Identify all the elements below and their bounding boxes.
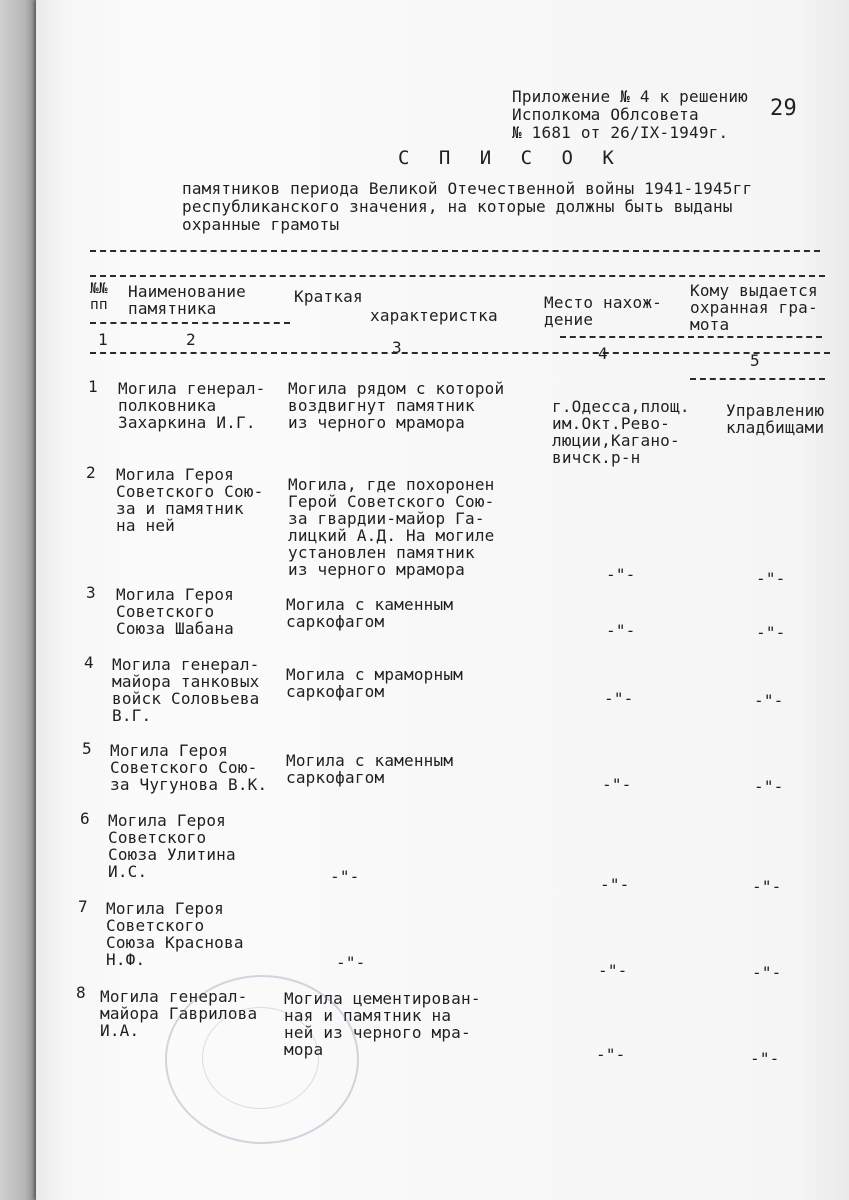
row-8-number: 8 bbox=[76, 983, 86, 1002]
subtitle-line-3: охранные грамоты bbox=[182, 215, 340, 234]
col-header-name: Наименование памятника bbox=[128, 282, 246, 318]
row-2-number: 2 bbox=[86, 463, 96, 482]
row-1-name: Могила генерал- полковника Захаркина И.Г. bbox=[118, 379, 266, 432]
row-2-issuer: -"- bbox=[756, 569, 786, 588]
col-number-5: 5 bbox=[750, 351, 760, 370]
table-subheader-rule-left bbox=[90, 322, 290, 324]
page-edge-shadow bbox=[0, 0, 36, 1200]
row-5-name: Могила Героя Советского Сою- за Чугунова В.К. bbox=[110, 741, 268, 794]
faint-seal-stamp bbox=[165, 975, 359, 1144]
col-header-desc-line-2: характеристка bbox=[370, 306, 498, 325]
col-number-3: 3 bbox=[392, 338, 402, 357]
row-1-issuer: Управлению кладбищами bbox=[726, 401, 825, 437]
row-1-desc: Могила рядом с которой воздвигнут памятник из черного мрамора bbox=[288, 379, 505, 432]
row-5-place: -"- bbox=[602, 775, 632, 794]
row-3-issuer: -"- bbox=[756, 623, 786, 642]
row-4-name: Могила генерал- майора танковых войск Соловьева В.Г. bbox=[112, 655, 260, 725]
row-6-place: -"- bbox=[600, 875, 630, 894]
table-numbers-rule bbox=[90, 352, 830, 354]
row-2-desc: Могила, где похоронен Герой Советского Сою- за гвардии-майор Га- лицкий А.Д. На могиле установлен памятник из черного мрамора bbox=[288, 475, 495, 579]
row-2-place: -"- bbox=[606, 565, 636, 584]
row-6-issuer: -"- bbox=[752, 877, 782, 896]
row-4-issuer: -"- bbox=[754, 691, 784, 710]
appendix-line-2: Исполкома Облсовета bbox=[512, 105, 699, 124]
row-7-number: 7 bbox=[78, 897, 88, 916]
row-8-name: Могила генерал- майора Гаврилова И.А. bbox=[100, 987, 258, 1040]
row-6-number: 6 bbox=[80, 809, 90, 828]
appendix-line-1: Приложение № 4 к решению bbox=[512, 87, 748, 106]
col-number-1: 1 bbox=[98, 330, 108, 349]
table-header-rule bbox=[90, 275, 825, 277]
row-4-desc: Могила с мраморным саркофагом bbox=[286, 665, 463, 701]
row-6-desc: -"- bbox=[330, 867, 360, 886]
row-7-issuer: -"- bbox=[752, 963, 782, 982]
row-2-name: Могила Героя Советского Сою- за и памятник на ней bbox=[116, 465, 264, 535]
appendix-line-3: № 1681 от 26/IX-1949г. bbox=[512, 123, 729, 142]
table-body-rule bbox=[690, 378, 825, 380]
subtitle-line-1: памятников периода Великой Отечественной войны 1941-1945гг bbox=[182, 179, 753, 198]
row-5-issuer: -"- bbox=[754, 777, 784, 796]
col-header-desc-line-1: Краткая bbox=[294, 287, 363, 306]
subtitle-line-2: республиканского значения, на которые должны быть выданы bbox=[182, 197, 733, 216]
table-subheader-rule-right bbox=[560, 336, 822, 338]
row-8-issuer: -"- bbox=[750, 1049, 780, 1068]
page-number: 29 bbox=[770, 96, 797, 121]
col-number-4: 4 bbox=[598, 344, 608, 363]
row-7-place: -"- bbox=[598, 961, 628, 980]
row-3-name: Могила Героя Советского Союза Шабана bbox=[116, 585, 234, 638]
row-5-desc: Могила с каменным саркофагом bbox=[286, 751, 454, 787]
col-header-place: Место нахож- дение bbox=[544, 293, 662, 329]
col-header-issuer: Кому выдается охранная гра- мота bbox=[690, 281, 818, 334]
document-title: С П И С О К bbox=[398, 147, 623, 169]
row-4-place: -"- bbox=[604, 689, 634, 708]
row-6-name: Могила Героя Советского Союза Улитина И.С. bbox=[108, 811, 236, 881]
row-3-desc: Могила с каменным саркофагом bbox=[286, 595, 454, 631]
table-top-rule bbox=[90, 250, 820, 252]
col-header-number: №№ пп bbox=[90, 281, 108, 313]
row-7-name: Могила Героя Советского Союза Краснова Н.Ф. bbox=[106, 899, 244, 969]
row-8-desc: Могила цементирован- ная и памятник на ней из черного мра- мора bbox=[284, 989, 481, 1059]
col-number-2: 2 bbox=[186, 330, 196, 349]
row-1-number: 1 bbox=[88, 377, 98, 396]
row-1-place: г.Одесса,площ. им.Окт.Рево- люции,Кагано- вичск.р-н bbox=[552, 397, 690, 467]
row-7-desc: -"- bbox=[336, 953, 366, 972]
row-5-number: 5 bbox=[82, 739, 92, 758]
row-4-number: 4 bbox=[84, 653, 94, 672]
row-3-number: 3 bbox=[86, 583, 96, 602]
row-3-place: -"- bbox=[606, 621, 636, 640]
row-8-place: -"- bbox=[596, 1045, 626, 1064]
